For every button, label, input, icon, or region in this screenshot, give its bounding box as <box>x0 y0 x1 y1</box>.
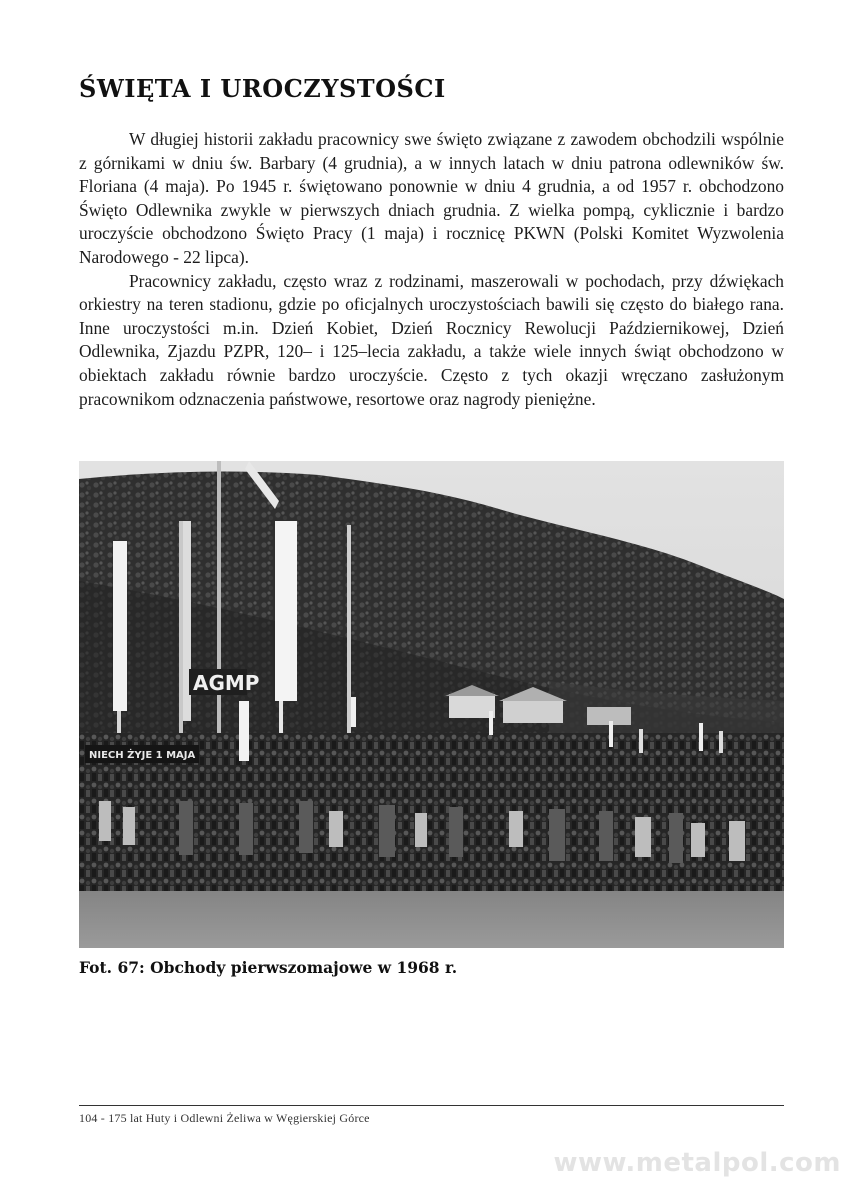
article-body <box>79 128 784 411</box>
watermark: www.metalpol.com <box>553 1148 841 1178</box>
photo-sign-text: AGMP <box>193 671 260 695</box>
paragraph-1: W długiej historii zakładu pracownicy swe święto związane z zawodem obchodzili wspólnie z górnikami w dniu św. Barbary (4 grudnia), a w innych latach w dniu patrona odlewników św. Floriana (4 maja). Po 1945 r. świętowano ponownie w dniu 4 grudnia, a od 1957 r. obchodzono Święto Odlewnika zwykle w pierwszych dniach grudnia. Z wielka pompą, cyklicznie i bardzo uroczyście obchodzono Święto Pracy (1 maja) i rocznicę PKWN (Polski Komitet Wyzwolenia Narodowego - 22 lipca). <box>79 129 784 267</box>
photo-may-day-parade <box>79 461 784 948</box>
photo-caption: Fot. 67: Obchody pierwszomajowe w 1968 r. <box>79 958 458 977</box>
page-footer: 104 - 175 lat Huty i Odlewni Żeliwa w Węgierskiej Górce <box>79 1111 370 1125</box>
photo-banner-text: NIECH ŻYJE 1 MAJA <box>89 750 196 761</box>
photo-illustration <box>79 461 784 948</box>
footer-divider <box>79 1105 784 1106</box>
page-title: ŚWIĘTA I UROCZYSTOŚCI <box>79 74 446 103</box>
paragraph-2: Pracownicy zakładu, często wraz z rodzinami, maszerowali w pochodach, przy dźwiękach orkiestry na teren stadionu, gdzie po oficjalnych uroczystościach bawili się często do białego rana. Inne uroczystości m.in. Dzień Kobiet, Dzień Rocznicy Rewolucji Październikowej, Dzień Odlewnika, Zjazdu PZPR, 120– i 125–lecia zakładu, a także wiele innych świąt obchodzono w obiektach zakładu równie bardzo uroczyście. Często z tych okazji wręczano zasłużonym pracownikom odznaczenia państwowe, resortowe oraz nagrody pieniężne. <box>79 270 784 409</box>
